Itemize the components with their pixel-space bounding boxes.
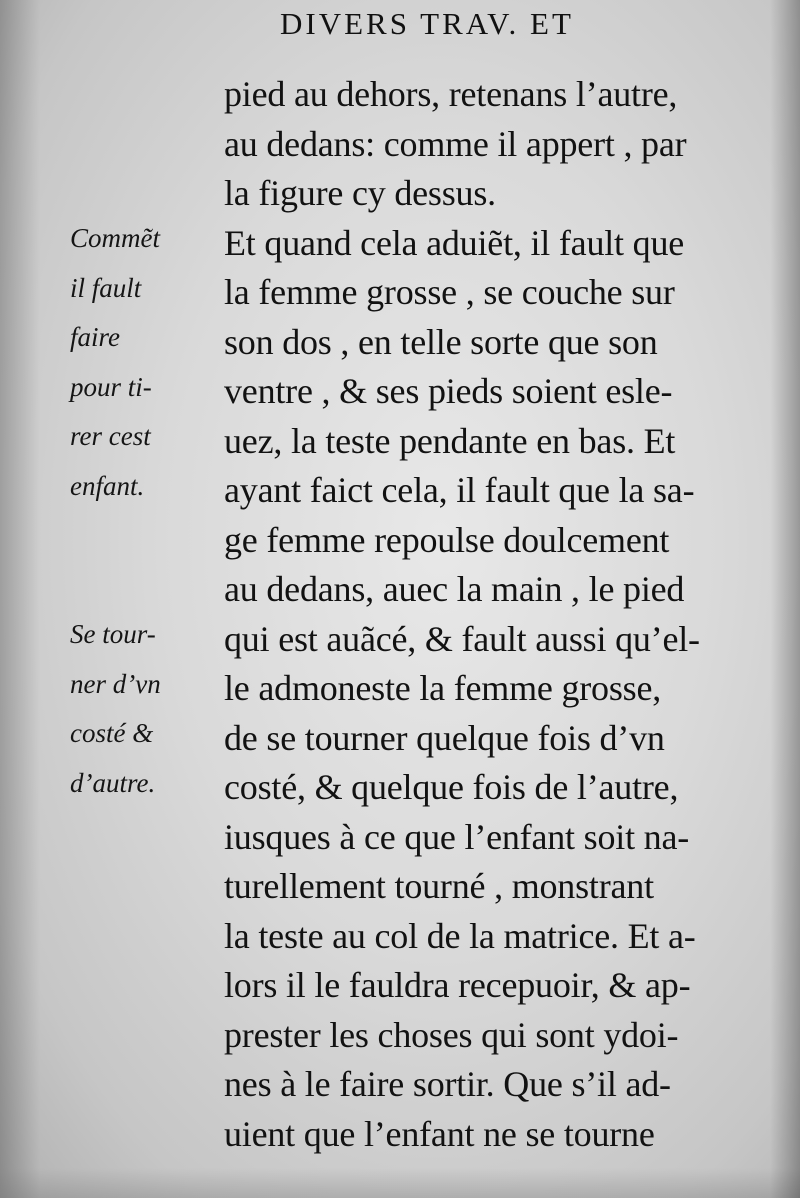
margin-note-line: faire [70, 322, 120, 352]
text-line: qui est auãcé, & fault aussi qu’el- [224, 618, 700, 659]
text-line: ayant faict cela, il fault que la sa- [224, 470, 695, 510]
margin-note-line: rer cest [70, 421, 151, 451]
text-line: ge femme repoulse doulcement [224, 519, 670, 560]
margin-note-line: d’autre. [70, 767, 156, 798]
margin-note [70, 214, 220, 511]
text-line: turellement tourné , monstrant [224, 866, 654, 906]
text-line: ventre , & ses pieds soient esle- [224, 371, 673, 411]
margin-note [70, 610, 220, 808]
body-text [224, 70, 779, 1159]
text-line: la teste au col de la matrice. Et a- [224, 915, 696, 956]
text-line: uez, la teste pendante en bas. Et [224, 420, 676, 461]
margin-note-line: costé & [70, 718, 154, 748]
margin-note-line: ner d’vn [70, 668, 161, 699]
text-line: la figure cy dessus. [224, 173, 496, 213]
text-line: nes à le faire sortir. Que s’il ad- [224, 1064, 671, 1104]
margin-note-line: enfant. [70, 470, 145, 501]
text-line: iusques à ce que l’enfant soit na- [224, 816, 690, 857]
text-line: prester les choses qui sont ydoi- [224, 1014, 679, 1055]
text-line: costé, & quelque fois de l’autre, [224, 767, 679, 807]
text-line: au dedans, auec la main , le pied [224, 569, 685, 609]
text-line: de se tourner quelque fois d’vn [224, 717, 665, 758]
margin-note-line: Commẽt [70, 223, 160, 253]
margin-note-line: Se tour- [70, 619, 156, 649]
text-line: pied au dehors, retenans l’autre, [224, 74, 678, 114]
text-line: la femme grosse , se couche sur [224, 272, 675, 312]
running-head: DIVERS TRAV. ET [280, 6, 574, 41]
text-line: le admoneste la femme grosse, [224, 668, 662, 708]
page-bottom-shadow [0, 1168, 800, 1198]
margin-note-line: il fault [70, 272, 142, 303]
text-line: Et quand cela aduiẽt, il fault que [224, 222, 685, 263]
text-line: lors il le fauldra recepuoir, & ap- [224, 965, 691, 1005]
text-line: son dos , en telle sorte que son [224, 321, 658, 362]
text-line: au dedans: comme il appert , par [224, 123, 687, 164]
margin-note-line: pour ti- [70, 371, 152, 402]
text-line: uient que l’enfant ne se tourne [224, 1113, 655, 1154]
